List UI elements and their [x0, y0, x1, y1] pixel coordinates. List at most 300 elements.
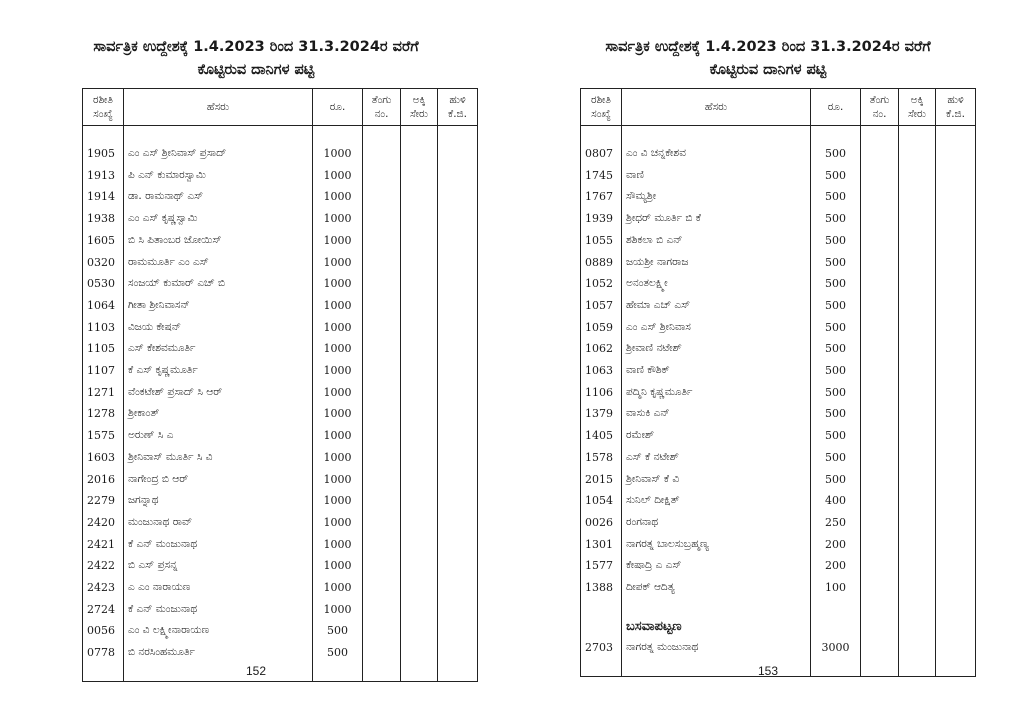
donor-name: ಎಸ್ ಕೇಶವಮೂರ್ತಿ — [124, 338, 313, 360]
page-title: ಸಾರ್ವತ್ರಿಕ ಉದ್ದೇಶಕ್ಕೆ 1.4.2023 ರಿಂದ 31.3.2024ರ ವರೆಗೆ — [605, 39, 931, 55]
table-row — [83, 165, 478, 187]
table-spacer-row — [83, 126, 478, 144]
empty-cell — [861, 599, 899, 616]
empty-cell — [936, 126, 976, 144]
donation-amount: 500 — [811, 447, 861, 469]
page-number: 152 — [245, 664, 267, 678]
table-row — [83, 599, 478, 621]
table-row — [83, 425, 478, 447]
rice-cell — [401, 512, 438, 534]
receipt-number: 0807 — [581, 143, 622, 165]
tamarind-cell — [438, 273, 478, 295]
coconut-cell — [861, 208, 899, 230]
table-row — [83, 186, 478, 208]
table-row — [581, 512, 976, 534]
donation-amount: 500 — [811, 208, 861, 230]
donation-amount: 1000 — [313, 252, 363, 274]
donor-name: ಬಿ ಸಿ ಪಿತಾಂಬರ ಜೋಯಿಸ್ — [124, 230, 313, 252]
receipt-number: 1063 — [581, 360, 622, 382]
table-row — [83, 512, 478, 534]
donation-amount: 100 — [811, 577, 861, 599]
coconut-cell — [861, 425, 899, 447]
donor-name: ಪದ್ಮಿನಿ ಕೃಷ್ಣಮೂರ್ತಿ — [622, 382, 811, 404]
empty-cell — [622, 599, 811, 616]
rice-cell — [401, 534, 438, 556]
table-row — [581, 403, 976, 425]
rice-cell — [899, 512, 936, 534]
table-row — [83, 620, 478, 642]
donor-name: ಕೆ ಎನ್ ಮಂಜುನಾಥ — [124, 599, 313, 621]
coconut-cell — [363, 599, 401, 621]
coconut-cell — [861, 447, 899, 469]
donation-amount: 1000 — [313, 599, 363, 621]
receipt-number: 0889 — [581, 252, 622, 274]
donor-name: ದೀಪಕ್ ಆದಿತ್ಯ — [622, 577, 811, 599]
receipt-number: 2423 — [83, 577, 124, 599]
donor-name: ಶ್ರೀವಾಣಿ ನಟೇಶ್ — [622, 338, 811, 360]
rice-cell — [401, 490, 438, 512]
rice-cell — [899, 534, 936, 556]
empty-cell — [581, 126, 622, 144]
page-subtitle: ಕೊಟ್ಟಿರುವ ದಾನಿಗಳ ಪಟ್ಟಿ — [197, 62, 315, 78]
donation-amount: 500 — [811, 360, 861, 382]
rice-cell — [401, 577, 438, 599]
donor-name: ಬಿ ಎಸ್ ಪ್ರಸನ್ನ — [124, 555, 313, 577]
coconut-cell — [861, 338, 899, 360]
tamarind-cell — [936, 273, 976, 295]
coconut-cell — [861, 165, 899, 187]
tamarind-cell — [936, 469, 976, 491]
rice-cell — [899, 338, 936, 360]
table-header-row — [83, 89, 478, 126]
donor-name: ವಾಣಿ — [622, 165, 811, 187]
coconut-cell — [363, 620, 401, 642]
empty-cell — [363, 126, 401, 144]
rice-cell — [401, 642, 438, 664]
tamarind-cell — [936, 490, 976, 512]
header-name: ಹೆಸರು — [622, 89, 811, 126]
rice-cell — [899, 230, 936, 252]
coconut-cell — [363, 490, 401, 512]
receipt-number: 2279 — [83, 490, 124, 512]
coconut-cell — [861, 637, 899, 659]
header-coconut: ತೆಂಗು ನಂ. — [861, 89, 899, 126]
donor-name: ಡಾ. ರಾಮನಾಥ್ ಎಸ್ — [124, 186, 313, 208]
tamarind-cell — [936, 534, 976, 556]
tamarind-cell — [438, 338, 478, 360]
coconut-cell — [363, 165, 401, 187]
rice-cell — [401, 208, 438, 230]
receipt-number: 0026 — [581, 512, 622, 534]
receipt-number: 1052 — [581, 273, 622, 295]
header-tamarind: ಹುಳಿ ಕೆ.ಜಿ. — [936, 89, 976, 126]
page-number: 153 — [757, 664, 779, 678]
receipt-number: 1064 — [83, 295, 124, 317]
donation-amount: 1000 — [313, 317, 363, 339]
rice-cell — [899, 447, 936, 469]
donation-amount: 500 — [811, 295, 861, 317]
empty-cell — [83, 126, 124, 144]
tamarind-cell — [936, 208, 976, 230]
receipt-number: 1105 — [83, 338, 124, 360]
tamarind-cell — [438, 469, 478, 491]
tamarind-cell — [936, 165, 976, 187]
table-row — [83, 490, 478, 512]
rice-cell — [401, 555, 438, 577]
receipt-number: 1405 — [581, 425, 622, 447]
tamarind-cell — [438, 252, 478, 274]
header-receipt-no: ರಶೀತಿ ಸಂಖ್ಯೆ — [581, 89, 622, 126]
coconut-cell — [363, 403, 401, 425]
table-row — [581, 252, 976, 274]
coconut-cell — [861, 469, 899, 491]
coconut-cell — [861, 230, 899, 252]
donor-name: ಕೇಷಾದ್ರಿ ಎ ಎಸ್ — [622, 555, 811, 577]
coconut-cell — [363, 252, 401, 274]
tamarind-cell — [936, 555, 976, 577]
donor-name: ಎಂ ವಿ ಚನ್ನಕೇಶವ — [622, 143, 811, 165]
donor-name: ಸಂಜಯ್ ಕುಮಾರ್ ಎಚ್ ಬಿ — [124, 273, 313, 295]
table-row — [83, 469, 478, 491]
donation-amount: 500 — [811, 317, 861, 339]
donation-amount: 1000 — [313, 165, 363, 187]
coconut-cell — [861, 317, 899, 339]
header-tamarind: ಹುಳಿ ಕೆ.ಜಿ. — [438, 89, 478, 126]
rice-cell — [899, 425, 936, 447]
coconut-cell — [363, 186, 401, 208]
coconut-cell — [861, 534, 899, 556]
table-row — [83, 360, 478, 382]
rice-cell — [899, 637, 936, 659]
receipt-number: 0778 — [83, 642, 124, 664]
receipt-number: 1059 — [581, 317, 622, 339]
rice-cell — [899, 490, 936, 512]
donation-amount: 3000 — [811, 637, 861, 659]
coconut-cell — [363, 360, 401, 382]
rice-cell — [899, 186, 936, 208]
table-row — [581, 295, 976, 317]
receipt-number: 1106 — [581, 382, 622, 404]
rice-cell — [401, 447, 438, 469]
receipt-number: 2015 — [581, 469, 622, 491]
coconut-cell — [861, 360, 899, 382]
rice-cell — [401, 295, 438, 317]
donor-name: ನಾಗರತ್ನ ಮಂಜುನಾಥ — [622, 637, 811, 659]
donor-name: ಅನಂತಲಕ್ಷ್ಮೀ — [622, 273, 811, 295]
table-row — [83, 143, 478, 165]
rice-cell — [899, 208, 936, 230]
donor-name: ಎಸ್ ಕೆ ನಟೇಶ್ — [622, 447, 811, 469]
donation-amount: 500 — [811, 273, 861, 295]
table-row — [83, 447, 478, 469]
donation-amount: 200 — [811, 555, 861, 577]
tamarind-cell — [438, 382, 478, 404]
coconut-cell — [861, 577, 899, 599]
donor-name: ಎಂ ಎಸ್ ಶ್ರೀನಿವಾಸ — [622, 317, 811, 339]
tamarind-cell — [936, 143, 976, 165]
table-row — [581, 534, 976, 556]
rice-cell — [401, 317, 438, 339]
donor-name: ನಾಗೇಂದ್ರ ಬಿ ಆರ್ — [124, 469, 313, 491]
rice-cell — [899, 555, 936, 577]
right-page — [512, 0, 1024, 724]
header-rice: ಅಕ್ಕಿ ಸೇರು — [899, 89, 936, 126]
coconut-cell — [363, 642, 401, 664]
donor-name: ವಿಜಯ ಕೇಷನ್ — [124, 317, 313, 339]
donor-name: ಪಿ ಎನ್ ಕುಮಾರಸ್ವಾಮಿ — [124, 165, 313, 187]
receipt-number: 1938 — [83, 208, 124, 230]
receipt-number: 1107 — [83, 360, 124, 382]
table-row — [83, 338, 478, 360]
rice-cell — [899, 469, 936, 491]
donation-amount: 500 — [811, 143, 861, 165]
header-amount: ರೂ. — [313, 89, 363, 126]
page-title: ಸಾರ್ವತ್ರಿಕ ಉದ್ದೇಶಕ್ಕೆ 1.4.2023 ರಿಂದ 31.3.2024ರ ವರೆಗೆ — [93, 39, 419, 55]
donation-amount: 500 — [811, 425, 861, 447]
rice-cell — [401, 273, 438, 295]
tamarind-cell — [438, 425, 478, 447]
donation-amount: 1000 — [313, 447, 363, 469]
coconut-cell — [363, 143, 401, 165]
table-row — [83, 534, 478, 556]
receipt-number: 1578 — [581, 447, 622, 469]
header-rice: ಅಕ್ಕಿ ಸೇರು — [401, 89, 438, 126]
empty-cell — [936, 599, 976, 616]
table-header-row — [581, 89, 976, 126]
coconut-cell — [363, 555, 401, 577]
receipt-number: 1913 — [83, 165, 124, 187]
table-row — [581, 186, 976, 208]
tamarind-cell — [438, 490, 478, 512]
donor-name: ಎ ಎಂ ನಾರಾಯಣ — [124, 577, 313, 599]
donation-amount: 500 — [313, 620, 363, 642]
donor-name: ವೆಂಕಟೇಶ್ ಪ್ರಸಾದ್ ಸಿ ಆರ್ — [124, 382, 313, 404]
coconut-cell — [861, 186, 899, 208]
donation-amount: 1000 — [313, 512, 363, 534]
donor-name: ಸೌಮ್ಯಶ್ರೀ — [622, 186, 811, 208]
table-row — [83, 555, 478, 577]
receipt-number: 1103 — [83, 317, 124, 339]
page-subtitle: ಕೊಟ್ಟಿರುವ ದಾನಿಗಳ ಪಟ್ಟಿ — [709, 62, 827, 78]
rice-cell — [401, 186, 438, 208]
table-row — [581, 338, 976, 360]
donation-amount: 400 — [811, 490, 861, 512]
donation-amount: 1000 — [313, 360, 363, 382]
table-row — [581, 447, 976, 469]
receipt-number: 1767 — [581, 186, 622, 208]
coconut-cell — [363, 469, 401, 491]
rice-cell — [899, 273, 936, 295]
receipt-number: 1745 — [581, 165, 622, 187]
table-row — [581, 165, 976, 187]
tamarind-cell — [438, 143, 478, 165]
table-row — [581, 317, 976, 339]
receipt-number: 1301 — [581, 534, 622, 556]
donation-amount: 500 — [811, 469, 861, 491]
donor-name: ಹೇಮಾ ಎಚ್ ಎಸ್ — [622, 295, 811, 317]
tamarind-cell — [936, 425, 976, 447]
table-row — [581, 555, 976, 577]
donor-name: ವಾಸುಕಿ ಎನ್ — [622, 403, 811, 425]
donation-amount: 1000 — [313, 425, 363, 447]
tamarind-cell — [438, 555, 478, 577]
table-row — [581, 360, 976, 382]
empty-cell — [936, 616, 976, 638]
table-row — [581, 208, 976, 230]
receipt-number: 1278 — [83, 403, 124, 425]
donation-amount: 1000 — [313, 186, 363, 208]
tamarind-cell — [936, 338, 976, 360]
donor-name: ರಮೇಶ್ — [622, 425, 811, 447]
donation-amount: 500 — [313, 642, 363, 664]
empty-cell — [438, 126, 478, 144]
table-row — [581, 469, 976, 491]
rice-cell — [401, 620, 438, 642]
donor-table — [82, 88, 478, 682]
tamarind-cell — [438, 165, 478, 187]
receipt-number: 2016 — [83, 469, 124, 491]
header-coconut: ತೆಂಗು ನಂ. — [363, 89, 401, 126]
header-name: ಹೆಸರು — [124, 89, 313, 126]
donation-amount: 1000 — [313, 208, 363, 230]
donation-amount: 1000 — [313, 490, 363, 512]
empty-cell — [861, 126, 899, 144]
tamarind-cell — [936, 403, 976, 425]
rice-cell — [401, 360, 438, 382]
table-row — [83, 230, 478, 252]
receipt-number: 1603 — [83, 447, 124, 469]
table-row — [581, 143, 976, 165]
rice-cell — [401, 425, 438, 447]
tamarind-cell — [936, 512, 976, 534]
tamarind-cell — [936, 360, 976, 382]
rice-cell — [401, 338, 438, 360]
rice-cell — [401, 143, 438, 165]
donor-name: ಶ್ರೀಕಾಂತ್ — [124, 403, 313, 425]
rice-cell — [401, 599, 438, 621]
coconut-cell — [363, 317, 401, 339]
donor-name: ಶಶಿಕಲಾ ಬಿ ಎನ್ — [622, 230, 811, 252]
rice-cell — [899, 252, 936, 274]
table-row — [581, 577, 976, 599]
rice-cell — [899, 577, 936, 599]
header-receipt-no: ರಶೀತಿ ಸಂಖ್ಯೆ — [83, 89, 124, 126]
rice-cell — [899, 382, 936, 404]
tamarind-cell — [936, 577, 976, 599]
receipt-number: 1055 — [581, 230, 622, 252]
donation-amount: 500 — [811, 382, 861, 404]
table-row — [83, 382, 478, 404]
receipt-number: 1388 — [581, 577, 622, 599]
donation-amount: 500 — [811, 165, 861, 187]
donor-name: ರಾಮಮೂರ್ತಿ ಎಂ ಎಸ್ — [124, 252, 313, 274]
coconut-cell — [363, 230, 401, 252]
empty-cell — [401, 126, 438, 144]
coconut-cell — [363, 208, 401, 230]
donor-name: ಜಗನ್ನಾಥ — [124, 490, 313, 512]
tamarind-cell — [936, 317, 976, 339]
coconut-cell — [861, 382, 899, 404]
empty-cell — [124, 126, 313, 144]
table-spacer-row — [581, 126, 976, 144]
donor-name: ಅರುಣ್ ಸಿ ಎ — [124, 425, 313, 447]
donor-name: ರಂಗನಾಥ — [622, 512, 811, 534]
tamarind-cell — [438, 295, 478, 317]
tamarind-cell — [438, 230, 478, 252]
empty-cell — [581, 616, 622, 638]
receipt-number: 1062 — [581, 338, 622, 360]
coconut-cell — [363, 425, 401, 447]
tamarind-cell — [438, 403, 478, 425]
rice-cell — [899, 317, 936, 339]
donation-amount: 1000 — [313, 555, 363, 577]
tamarind-cell — [438, 317, 478, 339]
donation-amount: 1000 — [313, 295, 363, 317]
donation-amount: 1000 — [313, 534, 363, 556]
receipt-number: 0056 — [83, 620, 124, 642]
donation-amount: 1000 — [313, 230, 363, 252]
tamarind-cell — [438, 447, 478, 469]
tamarind-cell — [438, 599, 478, 621]
rice-cell — [401, 252, 438, 274]
donor-name: ಕೆ ಎಸ್ ಕೃಷ್ಣಮೂರ್ತಿ — [124, 360, 313, 382]
receipt-number: 1577 — [581, 555, 622, 577]
receipt-number: 1605 — [83, 230, 124, 252]
tamarind-cell — [438, 642, 478, 664]
empty-cell — [581, 599, 622, 616]
donor-name: ಶ್ರೀಧರ್ ಮೂರ್ತಿ ಬಿ ಕೆ — [622, 208, 811, 230]
empty-cell — [899, 599, 936, 616]
donor-name: ಶ್ರೀನಿವಾಸ್ ಕೆ ವಿ — [622, 469, 811, 491]
donor-name: ಶ್ರೀನಿವಾಸ್ ಮೂರ್ತಿ ಸಿ ವಿ — [124, 447, 313, 469]
receipt-number: 1914 — [83, 186, 124, 208]
coconut-cell — [363, 295, 401, 317]
donor-name: ಎಂ ಎಸ್ ಕೃಷ್ಣಸ್ವಾಮಿ — [124, 208, 313, 230]
donation-amount: 250 — [811, 512, 861, 534]
tamarind-cell — [936, 230, 976, 252]
coconut-cell — [363, 382, 401, 404]
empty-cell — [811, 599, 861, 616]
table-row — [581, 490, 976, 512]
rice-cell — [401, 403, 438, 425]
section-row — [581, 616, 976, 638]
coconut-cell — [363, 447, 401, 469]
empty-cell — [811, 616, 861, 638]
table-row — [83, 403, 478, 425]
receipt-number: 1905 — [83, 143, 124, 165]
donation-amount: 500 — [811, 403, 861, 425]
rice-cell — [899, 165, 936, 187]
tamarind-cell — [936, 186, 976, 208]
receipt-number: 2724 — [83, 599, 124, 621]
donation-amount: 500 — [811, 230, 861, 252]
donor-name: ಎಂ ಎಸ್ ಶ್ರೀನಿವಾಸ್ ಪ್ರಸಾದ್ — [124, 143, 313, 165]
table-row — [83, 317, 478, 339]
rice-cell — [899, 143, 936, 165]
donor-name: ಜಯಶ್ರೀ ನಾಗರಾಜ — [622, 252, 811, 274]
coconut-cell — [861, 490, 899, 512]
donor-name: ಎಂ ವಿ ಲಕ್ಷ್ಮೀನಾರಾಯಣ — [124, 620, 313, 642]
rice-cell — [401, 165, 438, 187]
empty-cell — [899, 126, 936, 144]
donor-table — [580, 88, 976, 677]
donation-amount: 1000 — [313, 338, 363, 360]
tamarind-cell — [936, 447, 976, 469]
rice-cell — [899, 295, 936, 317]
coconut-cell — [861, 273, 899, 295]
donation-amount: 1000 — [313, 382, 363, 404]
receipt-number: 0320 — [83, 252, 124, 274]
